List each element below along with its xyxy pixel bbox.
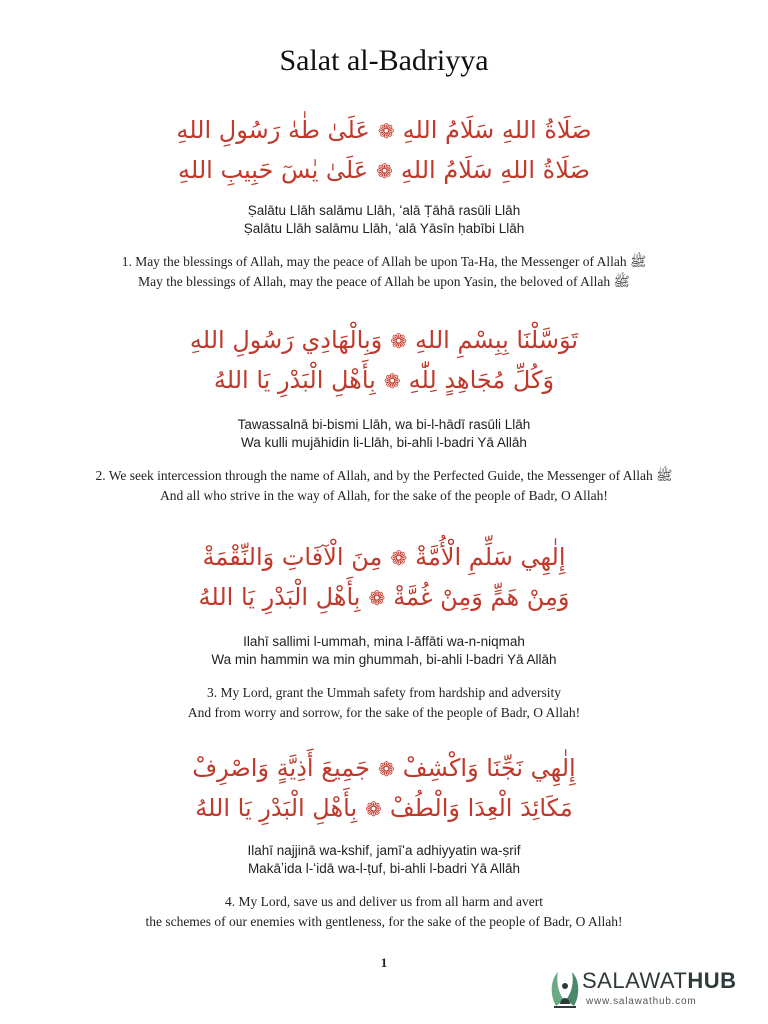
arabic-hemistich: إِلٰهِي نَجِّنَا وَاكْشِفْ [402,754,576,782]
verse-1 [0,110,768,292]
arabic-hemistich: تَوَسَّلْنَا بِبِسْمِ اللهِ [415,326,579,354]
translation-line: 3. My Lord, grant the Ummah safety from hardship and adversity [207,685,561,700]
logo-name-part2: HUB [687,968,737,993]
arabic-line [0,110,768,150]
arabic-line [0,150,768,190]
page-number: 1 [380,955,388,970]
translation-line: 1. May the blessings of Allah, may the peace of Allah be upon Ta-Ha, the Messenger of Allah ﷺ [121,254,647,269]
verse-4 [0,748,768,932]
flower-icon: ❁ [383,369,401,393]
flower-icon: ❁ [377,119,395,143]
transliteration-line: Wa kulli mujāhidin li-Llāh, bi-ahli l-badri Yā Allāh [241,435,527,450]
salawathub-logo-icon [548,966,582,1012]
translation-line: the schemes of our enemies with gentleness, for the sake of the people of Badr, O Allah! [145,914,623,929]
arabic-hemistich: إِلٰهِي سَلِّمِ الْأُمَّةْ [415,543,566,571]
flower-icon: ❁ [376,159,393,183]
arabic-hemistich: بِأَهْلِ الْبَدْرِ يَا اللهُ [195,794,358,822]
arabic-hemistich: وَبِالْهَادِي رَسُولِ اللهِ [189,326,383,354]
transliteration-line: Ṣalātu Llāh salāmu Llāh, ʻalā Ṭāhā rasūli Llāh [247,203,521,218]
verse-3 [0,537,768,723]
flower-icon: ❁ [390,546,408,570]
transliteration-line: Tawassalnā bi-bismi Llāh, wa bi-l-hādī rasūli Llāh [237,417,531,432]
arabic-hemistich: وَكُلِّ مُجَاهِدٍ لِلّٰهِ [408,366,555,394]
arabic-hemistich: عَلَىٰ يٰسٓ حَبِيبِ اللهِ [178,156,369,184]
translation-line: May the blessings of Allah, may the peace of Allah be upon Yasin, the beloved of Allah ﷺ [138,274,630,289]
arabic-hemistich: مَكَائِدَ الْعِدَا وَالْطُفْ [389,794,573,822]
verse-2 [0,320,768,506]
page-title: Salat al-Badriyya [279,44,489,77]
salawathub-logo[interactable] [548,966,737,1012]
transliteration-line: Ilahī najjinā wa-kshif, jamīʻa adhiyyatin wa-ṣrif [247,843,521,858]
arabic-hemistich: مِنَ الْآفَاتِ وَالنِّقْمَةْ [202,543,383,571]
transliteration-line: Ṣalātu Llāh salāmu Llāh, ʻalā Yāsīn ḥabībi Llāh [243,221,525,236]
flower-icon: ❁ [368,586,386,610]
arabic-hemistich: بِأَهْلِ الْبَدْرِ يَا اللهُ [198,583,361,611]
arabic-line [0,537,768,577]
flower-icon: ❁ [365,797,382,821]
flower-icon: ❁ [377,757,395,781]
transliteration-line: Ilahī sallimi l-ummah, mina l-āffāti wa-n-niqmah [243,634,525,649]
translation-line: And all who strive in the way of Allah, for the sake of the people of Badr, O Allah! [160,488,608,503]
arabic-hemistich: عَلَىٰ طٰهٰ رَسُولِ اللهِ [176,116,370,144]
transliteration-line: Makāʼida l-ʻidā wa-l-ṭuf, bi-ahli l-badri Yā Allāh [247,861,521,876]
arabic-hemistich: صَلَاةُ اللهِ سَلَامُ اللهِ [400,156,590,184]
arabic-line [0,748,768,788]
arabic-hemistich: جَمِيعَ أَذِيَّةٍ وَاصْرِفْ [192,754,370,782]
flower-icon: ❁ [390,329,408,353]
translation-line: 4. My Lord, save us and deliver us from all harm and avert [225,894,543,909]
translation-line: And from worry and sorrow, for the sake of the people of Badr, O Allah! [187,705,581,720]
translation-line: 2. We seek intercession through the name of Allah, and by the Perfected Guide, the Messenger of Allah ﷺ [95,468,673,483]
arabic-line [0,320,768,360]
transliteration-line: Wa min hammin wa min ghummah, bi-ahli l-badri Yā Allāh [211,652,557,667]
logo-wordmark [582,968,737,994]
arabic-line [0,577,768,617]
logo-url[interactable]: www.salawathub.com [586,996,697,1007]
logo-name-part1: SALAWAT [582,968,688,993]
arabic-hemistich: بِأَهْلِ الْبَدْرِ يَا اللهُ [213,366,376,394]
arabic-line [0,788,768,828]
arabic-hemistich: صَلَاةُ اللهِ سَلَامُ اللهِ [402,116,592,144]
arabic-line [0,360,768,400]
arabic-hemistich: وَمِنْ هَمٍّ وَمِنْ غُمَّةْ [393,583,570,611]
